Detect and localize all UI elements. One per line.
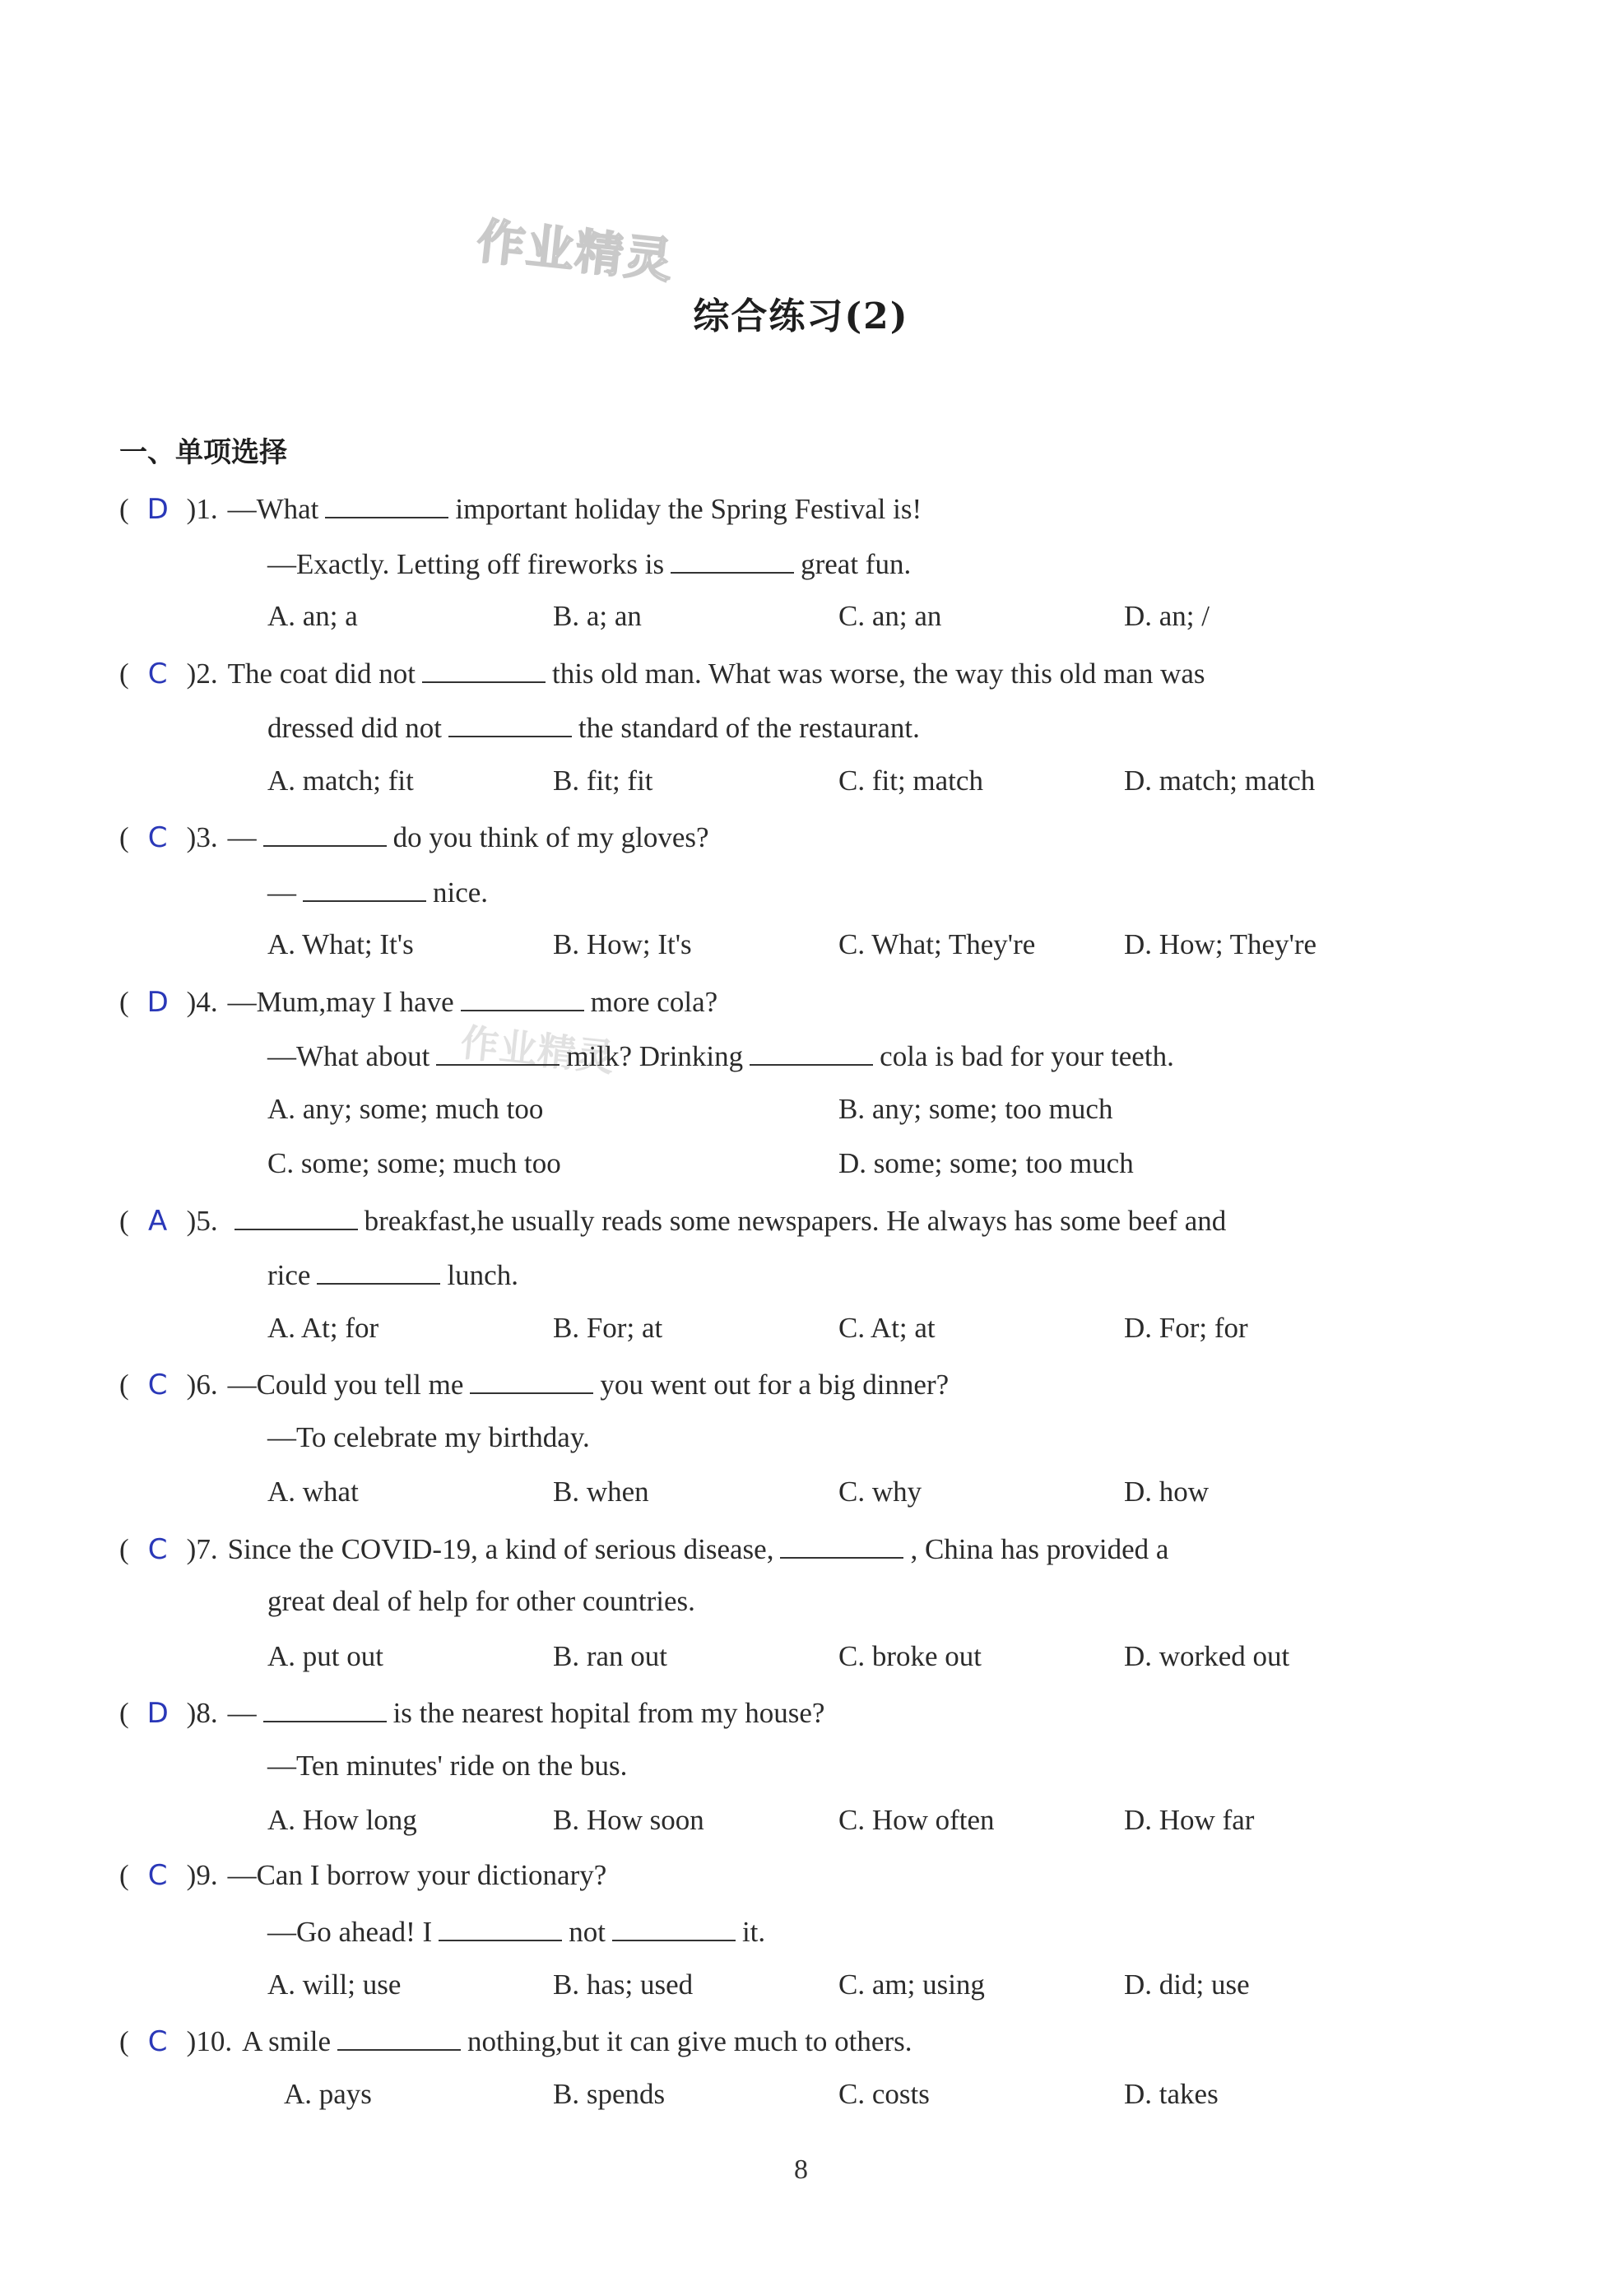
question-text: you went out for a big dinner? — [600, 1369, 950, 1401]
answer-paren-close: ) — [186, 493, 197, 525]
answer-blank[interactable] — [317, 1258, 440, 1285]
question-text: great deal of help for other countries. — [267, 1585, 695, 1617]
answer-mark: C — [147, 821, 168, 854]
option-d[interactable]: D. match; match — [1124, 764, 1316, 797]
option-a[interactable]: A. What; It's — [267, 928, 414, 960]
answer-paren-open: ( — [119, 1369, 129, 1401]
option-d[interactable]: D. worked out — [1124, 1639, 1290, 1672]
question-text: —To celebrate my birthday. — [267, 1420, 590, 1453]
option-c[interactable]: C. fit; match — [838, 764, 983, 797]
option-b[interactable]: B. How soon — [553, 1804, 704, 1836]
answer-paren-open: ( — [119, 657, 129, 690]
answer-paren-open: ( — [119, 1532, 129, 1565]
option-c[interactable]: C. What; They're — [838, 928, 1036, 960]
option-b[interactable]: B. spends — [553, 2077, 666, 2110]
answer-paren-open: ( — [119, 1858, 129, 1891]
answer-paren-open: ( — [119, 821, 129, 853]
option-a[interactable]: A. put out — [267, 1639, 383, 1672]
question-stem — [119, 1368, 949, 1399]
answer-blank[interactable] — [612, 1915, 736, 1941]
answer-mark: C — [147, 1532, 168, 1566]
question-text: cola is bad for your teeth. — [880, 1040, 1174, 1072]
answer-paren-open: ( — [119, 1204, 129, 1237]
option-a[interactable]: A. an; a — [267, 600, 358, 632]
question-stem-continued — [267, 1587, 695, 1615]
answer-blank[interactable] — [750, 1039, 873, 1066]
option-c[interactable]: C. broke out — [838, 1639, 982, 1672]
answer-mark: C — [147, 1858, 168, 1892]
question-stem — [119, 985, 718, 1019]
question-text: this old man. What was worse, the way this old man was — [551, 657, 1205, 690]
option-d[interactable]: D. how — [1124, 1476, 1210, 1508]
answer-paren-close: ) — [186, 2025, 197, 2057]
option-d[interactable]: D. an; / — [1124, 600, 1210, 632]
option-c[interactable]: C. why — [838, 1476, 922, 1508]
question-number: 9. — [196, 1858, 218, 1891]
answer-mark: A — [148, 1204, 168, 1238]
question-stem-continued — [267, 1751, 627, 1780]
question-text: —What — [227, 493, 319, 525]
answer-paren-close: ) — [186, 985, 197, 1018]
option-a[interactable]: A. At; for — [267, 1311, 379, 1344]
option-c[interactable]: C. an; an — [838, 600, 942, 632]
answer-blank[interactable] — [337, 2024, 461, 2051]
question-text: great fun. — [801, 547, 912, 580]
question-text: breakfast,he usually reads some newspapers. He always has some beef and — [364, 1204, 1227, 1237]
answer-blank[interactable] — [263, 820, 387, 847]
question-text: the standard of the restaurant. — [578, 712, 920, 744]
answer-mark: D — [146, 493, 169, 526]
question-text: — — [227, 1697, 257, 1729]
question-text: dressed did not — [267, 712, 442, 744]
answer-blank[interactable] — [461, 985, 584, 1011]
question-text: — — [267, 876, 296, 909]
option-c[interactable]: C. At; at — [838, 1311, 936, 1344]
question-text: do you think of my gloves? — [392, 821, 709, 853]
answer-mark: C — [147, 657, 168, 690]
option-c[interactable]: C. am; using — [838, 1968, 985, 2001]
answer-paren-open: ( — [119, 985, 129, 1018]
option-b[interactable]: B. any; some; too much — [838, 1092, 1113, 1125]
question-stem-continued — [267, 711, 920, 742]
question-text: is the nearest hopital from my house? — [392, 1697, 825, 1729]
question-text: — — [227, 821, 257, 853]
option-c[interactable]: C. How often — [838, 1804, 995, 1836]
question-text: nice. — [433, 876, 489, 909]
question-number: 1. — [196, 493, 218, 525]
question-stem-continued — [267, 876, 488, 907]
option-a[interactable]: A. what — [267, 1476, 359, 1508]
option-d[interactable]: D. How far — [1124, 1804, 1255, 1836]
question-number: 10. — [196, 2025, 233, 2057]
answer-blank[interactable] — [671, 547, 794, 574]
page-title: 综合练习(2) — [693, 295, 909, 337]
answer-paren-close: ) — [186, 657, 197, 690]
question-stem-continued — [267, 1915, 765, 1946]
question-stem — [119, 1204, 1227, 1238]
answer-paren-close: ) — [186, 1532, 197, 1565]
question-text: lunch. — [447, 1259, 518, 1291]
question-text: important holiday the Spring Festival is! — [455, 493, 922, 525]
question-text: —Ten minutes' ride on the bus. — [267, 1749, 628, 1782]
answer-mark: C — [147, 1369, 168, 1401]
answer-paren-open: ( — [119, 2025, 129, 2057]
option-a[interactable]: A. pays — [284, 2077, 372, 2110]
question-stem-continued — [267, 1420, 590, 1453]
answer-mark: D — [146, 985, 169, 1019]
option-d[interactable]: D. takes — [1124, 2077, 1219, 2110]
answer-mark: C — [147, 2025, 168, 2058]
answer-paren-close: ) — [186, 1858, 197, 1891]
question-text: —Can I borrow your dictionary? — [227, 1858, 607, 1891]
question-text: —Exactly. Letting off fireworks is — [267, 547, 665, 580]
option-b[interactable]: B. has; used — [553, 1968, 694, 2001]
question-text: The coat did not — [227, 657, 416, 690]
question-stem-continued — [267, 547, 911, 579]
answer-blank[interactable] — [263, 1696, 387, 1722]
question-text: , China has provided a — [910, 1532, 1169, 1565]
question-text: it. — [741, 1916, 766, 1948]
option-c[interactable]: C. costs — [838, 2077, 930, 2110]
answer-blank[interactable] — [780, 1532, 903, 1559]
option-b[interactable]: B. ran out — [553, 1639, 668, 1672]
question-stem-continued — [267, 1039, 1174, 1071]
option-a[interactable]: A. match; fit — [267, 764, 414, 797]
answer-blank[interactable] — [422, 657, 546, 683]
question-text: —What about — [267, 1040, 430, 1072]
question-text: more cola? — [590, 985, 718, 1018]
answer-blank[interactable] — [448, 711, 572, 737]
question-text: rice — [267, 1259, 311, 1291]
question-stem — [119, 2024, 912, 2056]
answer-paren-open: ( — [119, 493, 129, 525]
answer-blank[interactable] — [439, 1915, 562, 1941]
answer-blank[interactable] — [470, 1368, 593, 1394]
answer-blank[interactable] — [436, 1039, 560, 1066]
option-b[interactable]: B. a; an — [553, 600, 642, 632]
option-d[interactable]: D. How; They're — [1124, 928, 1317, 960]
answer-mark: D — [146, 1697, 169, 1730]
watermark-logo-faint: 作业精灵 — [458, 1020, 617, 1081]
question-number: 4. — [196, 985, 218, 1018]
page-number: 8 — [794, 2154, 808, 2185]
question-text: milk? Drinking — [566, 1040, 744, 1072]
question-number: 7. — [196, 1532, 218, 1565]
question-text: not — [569, 1916, 606, 1948]
question-stem — [119, 492, 922, 526]
question-stem — [119, 820, 709, 852]
question-number: 6. — [196, 1369, 218, 1401]
question-stem-continued — [267, 1258, 518, 1290]
option-c[interactable]: C. some; some; much too — [267, 1147, 561, 1179]
option-d[interactable]: D. some; some; too much — [838, 1147, 1134, 1179]
question-text: —Go ahead! I — [267, 1916, 433, 1948]
option-d[interactable]: D. did; use — [1124, 1968, 1250, 2001]
option-d[interactable]: D. For; for — [1124, 1311, 1248, 1344]
question-stem — [119, 657, 1205, 688]
section-heading: 一、单项选择 — [119, 436, 287, 469]
watermark-logo: 作业精灵 — [474, 212, 677, 290]
question-text: nothing,but it can give much to others. — [467, 2025, 912, 2057]
question-text: A smile — [242, 2025, 331, 2057]
answer-paren-close: ) — [186, 821, 197, 853]
question-text: Since the COVID-19, a kind of serious disease, — [227, 1532, 774, 1565]
answer-paren-close: ) — [186, 1369, 197, 1401]
option-a[interactable]: A. will; use — [267, 1968, 402, 2001]
question-text: —Could you tell me — [227, 1369, 464, 1401]
option-a[interactable]: A. How long — [267, 1804, 417, 1836]
answer-blank[interactable] — [234, 1204, 358, 1230]
question-number: 3. — [196, 821, 218, 853]
answer-blank[interactable] — [303, 876, 426, 902]
option-b[interactable]: B. when — [553, 1476, 649, 1508]
question-text: —Mum,may I have — [227, 985, 454, 1018]
answer-blank[interactable] — [325, 492, 448, 518]
answer-paren-close: ) — [186, 1204, 197, 1237]
option-a[interactable]: A. any; some; much too — [267, 1092, 544, 1125]
option-b[interactable]: B. How; It's — [553, 928, 692, 960]
question-stem — [119, 1858, 607, 1892]
question-stem — [119, 1532, 1168, 1564]
answer-paren-open: ( — [119, 1697, 129, 1729]
question-number: 2. — [196, 657, 218, 690]
question-stem — [119, 1696, 825, 1730]
option-b[interactable]: B. For; at — [553, 1311, 663, 1344]
question-number: 5. — [196, 1204, 218, 1237]
option-b[interactable]: B. fit; fit — [553, 764, 653, 797]
question-number: 8. — [196, 1697, 218, 1729]
answer-paren-close: ) — [186, 1697, 197, 1729]
